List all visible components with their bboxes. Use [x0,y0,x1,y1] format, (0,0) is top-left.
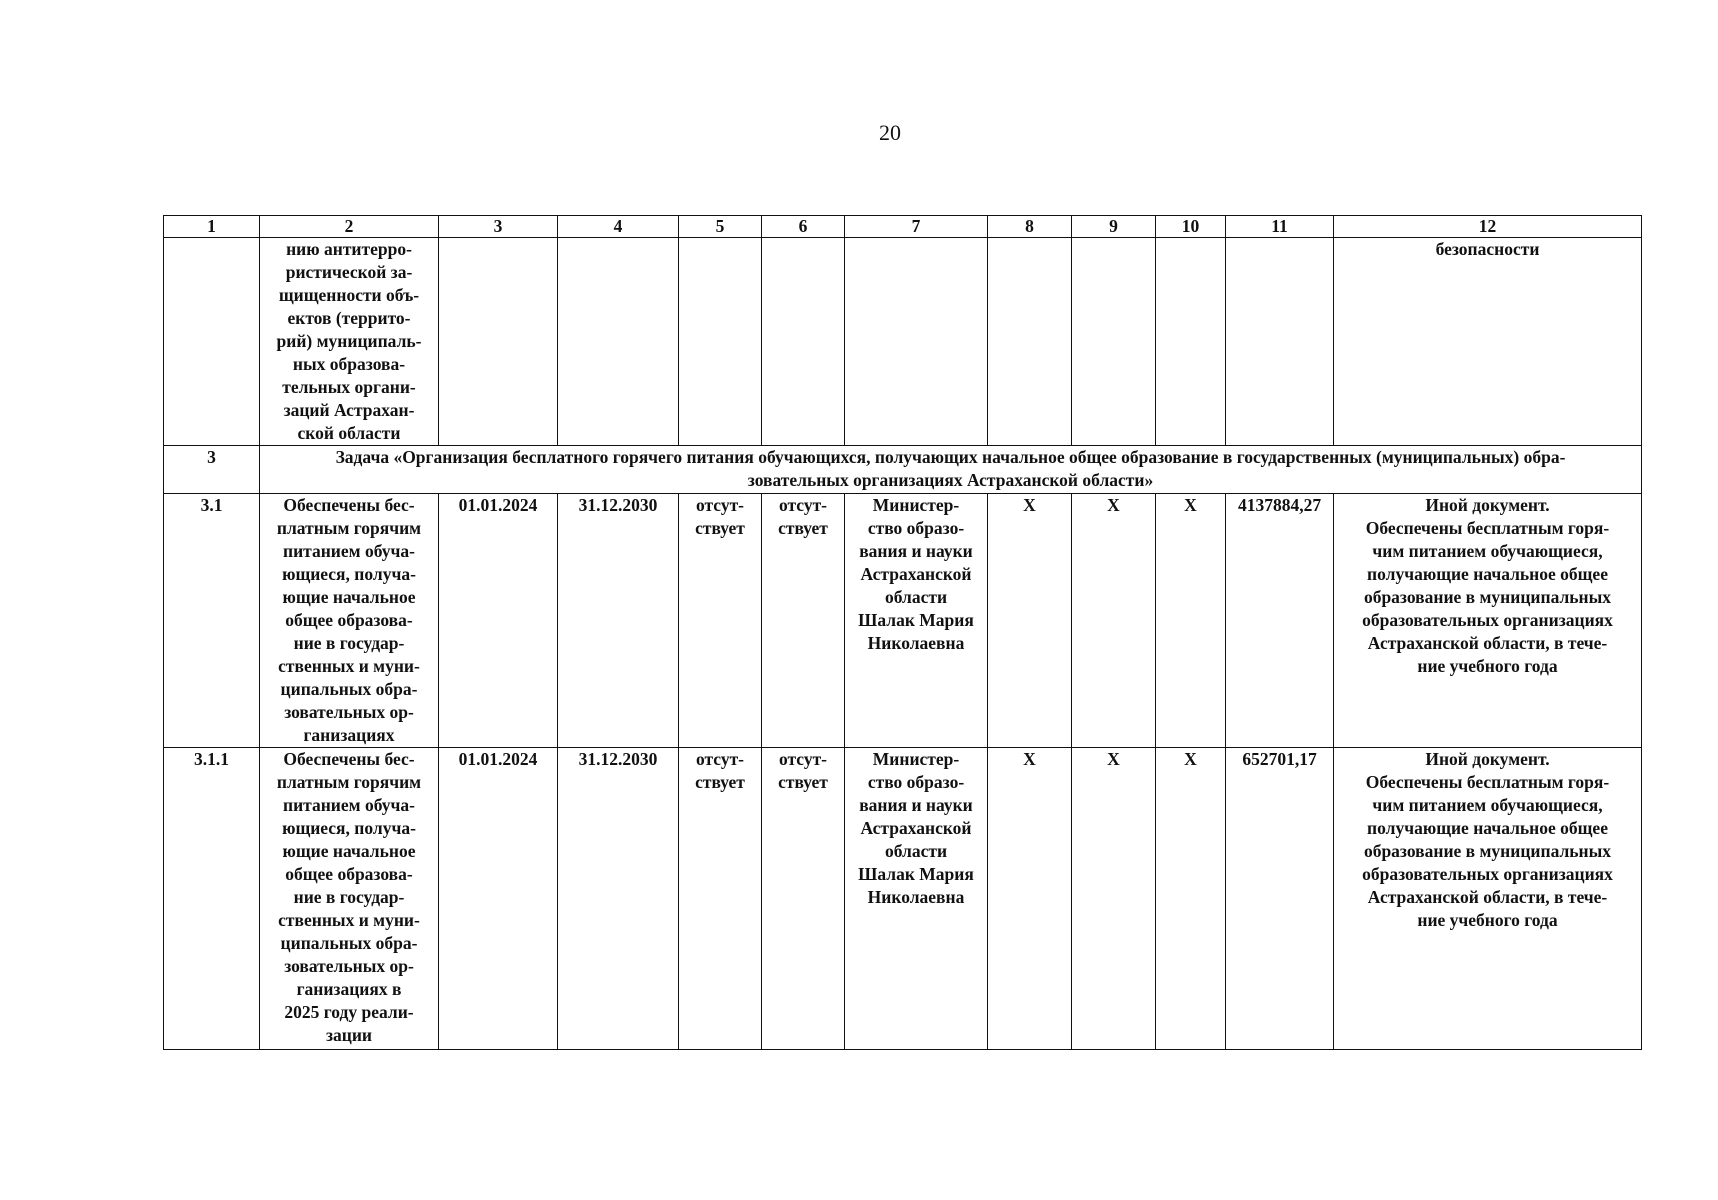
start-date-cell: 01.01.2024 [439,494,558,748]
start-date-cell: 01.01.2024 [439,748,558,1050]
row-number: 3.1.1 [164,748,260,1050]
header-cell: 4 [558,216,679,238]
amount-cell: 4137884,27 [1226,494,1334,748]
task-title: Задача «Организация бесплатного горячего питания обучающихся, получающих начальное общее образование в государственных (муниципальных) обра- зовательных организациях Астраханской области» [260,446,1642,494]
result-cell: Обеспечены бес- платным горячим питанием обуча- ющиеся, получа- ющие начальное общее образова- ние в государ- ственных и муни- ципальных обра- зовательных ор- ганизациях [260,494,439,748]
header-cell: 9 [1072,216,1156,238]
col5-cell: отсут- ствует [679,494,762,748]
col9-cell: Х [1072,494,1156,748]
col5-cell: отсут- ствует [679,748,762,1050]
task-number: 3 [164,446,260,494]
table-row [164,748,1642,1050]
header-cell: 1 [164,216,260,238]
continuation-row [164,238,1642,446]
col10-cell: Х [1156,748,1226,1050]
table-row [164,494,1642,748]
continued-document-cell: безопасности [1334,238,1642,446]
document-cell: Иной документ. Обеспечены бесплатным горя- чим питанием обучающиеся, получающие начальное общее образование в муниципальных образовательных организациях Астраханской области, в тече- ние учебного года [1334,748,1642,1050]
header-cell: 10 [1156,216,1226,238]
header-cell: 8 [988,216,1072,238]
header-cell: 3 [439,216,558,238]
document-cell: Иной документ. Обеспечены бесплатным горя- чим питанием обучающиеся, получающие начальное общее образование в муниципальных образовательных организациях Астраханской области, в тече- ние учебного года [1334,494,1642,748]
table-cell [1072,238,1156,446]
table-header-row [164,216,1642,238]
table-cell [1226,238,1334,446]
header-cell: 11 [1226,216,1334,238]
amount-cell: 652701,17 [1226,748,1334,1050]
col6-cell: отсут- ствует [762,748,845,1050]
program-table [163,215,1642,1050]
table-cell [988,238,1072,446]
col6-cell: отсут- ствует [762,494,845,748]
result-cell: Обеспечены бес- платным горячим питанием обуча- ющиеся, получа- ющие начальное общее образова- ние в государ- ственных и муни- ципальных обра- зовательных ор- ганизациях в 2025 году реали- зации [260,748,439,1050]
table-cell [1156,238,1226,446]
table-cell [762,238,845,446]
col9-cell: Х [1072,748,1156,1050]
row-number: 3.1 [164,494,260,748]
header-cell: 6 [762,216,845,238]
col8-cell: Х [988,748,1072,1050]
col8-cell: Х [988,494,1072,748]
table-cell [679,238,762,446]
end-date-cell: 31.12.2030 [558,494,679,748]
task-row [164,446,1642,494]
header-cell: 7 [845,216,988,238]
table-cell [845,238,988,446]
responsible-cell: Министер- ство образо- вания и науки Астраханской области Шалак Мария Николаевна [845,494,988,748]
page-number: 20 [879,120,901,145]
table-cell [558,238,679,446]
header-cell: 5 [679,216,762,238]
responsible-cell: Министер- ство образо- вания и науки Астраханской области Шалак Мария Николаевна [845,748,988,1050]
continued-text-cell: нию антитерро- ристической за- щищенности объ- ектов (террито- рий) муниципаль- ных образова- тельных органи- заций Астрахан- ской области [260,238,439,446]
header-cell: 12 [1334,216,1642,238]
header-cell: 2 [260,216,439,238]
table-cell [439,238,558,446]
table-cell [164,238,260,446]
end-date-cell: 31.12.2030 [558,748,679,1050]
col10-cell: Х [1156,494,1226,748]
